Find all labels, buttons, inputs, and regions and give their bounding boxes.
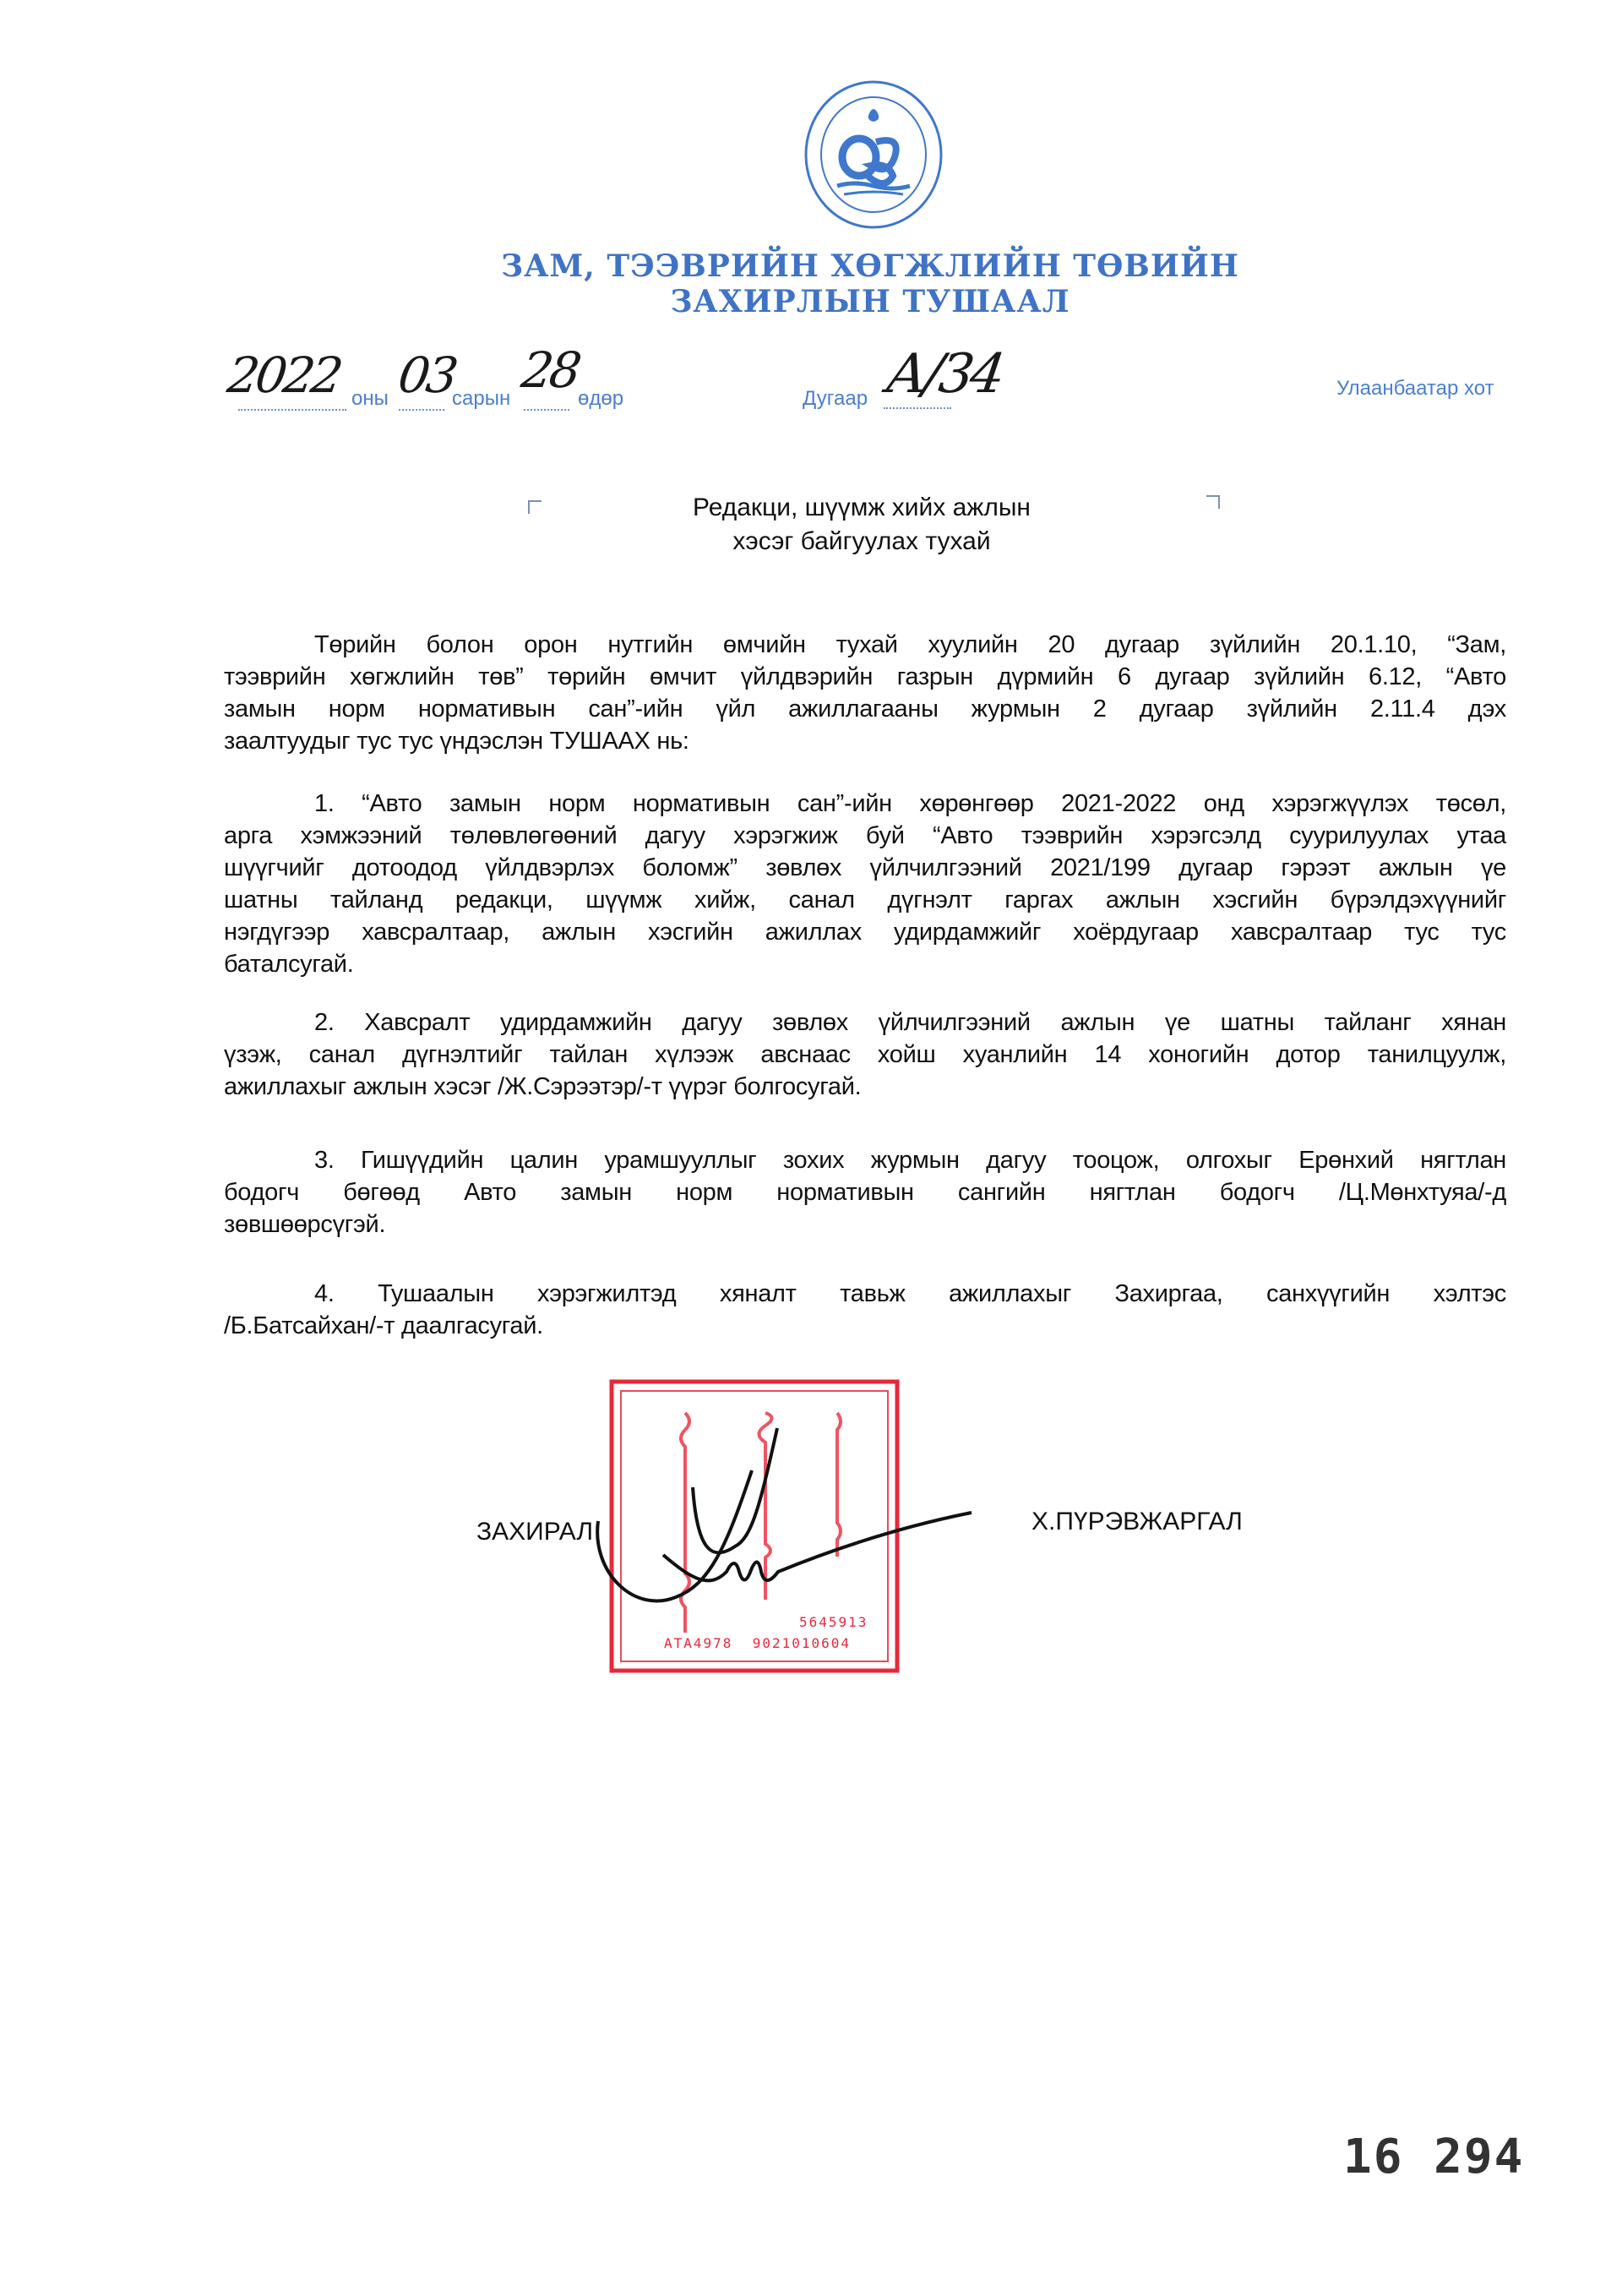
text-line: нэгдүгээр хавсралтаар, ажлын хэсгийн ажиллах удирдамжийг хоёрдугаар хавсралтаар тус тус bbox=[224, 919, 1506, 946]
handwritten-signature bbox=[583, 1420, 980, 1622]
text-line: 1. “Авто замын норм нормативын сан”-ийн хөрөнгөөр 2021-2022 онд хэрэгжүүлэх төсөл, bbox=[314, 790, 1506, 817]
text-line: арга хэмжээний төлөвлөгөөний дагуу хэрэгжиж буй “Авто тээврийн хэрэгсэлд суурилуулах утаа bbox=[224, 822, 1506, 849]
number-label: Дугаар bbox=[803, 387, 868, 410]
signatory-name: Х.ПҮРЭВЖАРГАЛ bbox=[1031, 1508, 1243, 1535]
text-line: бодогч бөгөөд Авто замын норм нормативын сангийн нягтлан бодогч /Ц.Мөнхтуяа/-д bbox=[224, 1179, 1506, 1206]
text-line: 4. Тушаалын хэрэгжилтэд хяналт тавьж ажиллахыг Захиргаа, санхүүгийн хэлтэс bbox=[314, 1280, 1506, 1307]
order-item-3 bbox=[224, 1144, 1506, 1241]
text-line: Төрийн болон орон нутгийн өмчийн тухай хуулийн 20 дугаар зүйлийн 20.1.10, “Зам, bbox=[314, 631, 1506, 658]
text-line: баталсугай. bbox=[224, 951, 354, 978]
registry-number-stamp: 16 294 bbox=[1343, 2130, 1525, 2184]
stamp-registration-number: 5645913 bbox=[799, 1614, 868, 1630]
text-line: ажиллахыг ажлын хэсэг /Ж.Сэрээтэр/-т үүрэг болгосугай. bbox=[224, 1073, 862, 1100]
order-item-4 bbox=[224, 1278, 1506, 1342]
month-label: сарын bbox=[452, 387, 511, 410]
text-line: 2. Хавсралт удирдамжийн дагуу зөвлөх үйлчилгээний ажлын үе шатны тайланг хянан bbox=[314, 1009, 1506, 1036]
signatory-position: ЗАХИРАЛ bbox=[476, 1518, 594, 1546]
text-line: тээврийн хөгжлийн төв” төрийн өмчит үйлдвэрийн газрын дүрмийн 6 дугаар зүйлийн 6.12, “Авто bbox=[224, 663, 1506, 690]
text-line: заалтуудыг тус тус үндэслэн ТУШААХ нь: bbox=[224, 728, 689, 755]
city-label: Улаанбаатар хот bbox=[1336, 377, 1494, 400]
text-line: /Б.Батсайхан/-т даалгасугай. bbox=[224, 1312, 543, 1339]
text-line: үзэж, санал дүгнэлтийг тайлан хүлээж авснаас хойш хуанлийн 14 хоногийн дотор танилцуулж, bbox=[224, 1041, 1506, 1068]
handwritten-month: 03 bbox=[395, 346, 459, 404]
handwritten-year: 2022 bbox=[224, 346, 344, 404]
organization-logo-seal bbox=[803, 79, 944, 230]
document-issuer-title: ЗАМ, ТЭЭВРИЙН ХӨГЖЛИЙН ТӨВИЙН bbox=[501, 248, 1239, 284]
text-line: замын норм нормативын сан”-ийн үйл ажиллагааны журмын 2 дугаар зүйлийн 2.11.4 дэх bbox=[224, 695, 1506, 723]
subject-line-2: хэсэг байгуулах тухай bbox=[732, 527, 991, 555]
text-line: 3. Гишүүдийн цалин урамшууллыг зохих журмын дагуу тооцож, олгохыг Ерөнхий нягтлан bbox=[314, 1147, 1506, 1174]
year-underline bbox=[238, 409, 346, 411]
subject-line-1: Редакци, шүүмж хийх ажлын bbox=[693, 494, 1031, 521]
handwritten-day: 28 bbox=[518, 341, 582, 399]
month-underline bbox=[399, 409, 444, 411]
text-line: шүүгчийг дотоодод үйлдвэрлэх боломж” зөвлөх үйлчилгээний 2021/199 дугаар гэрээт ажлын үе bbox=[224, 854, 1506, 881]
text-line: зөвшөөрсүгэй. bbox=[224, 1211, 386, 1238]
order-item-1 bbox=[224, 788, 1506, 980]
number-underline bbox=[884, 407, 951, 409]
day-label: өдөр bbox=[578, 387, 624, 410]
order-item-2 bbox=[224, 1006, 1506, 1103]
document-type-title: ЗАХИРЛЫН ТУШААЛ bbox=[670, 284, 1070, 319]
day-underline bbox=[524, 409, 569, 411]
text-line: шатны тайланд редакци, шүүмж хийж, санал дүгнэлт гаргах ажлын хэсгийн бүрэлдэхүүнийг bbox=[224, 886, 1506, 913]
handwritten-order-number: А/34 bbox=[882, 343, 1006, 406]
stamp-identifier: АТА4978 9021010604 bbox=[664, 1635, 852, 1651]
preamble-paragraph bbox=[224, 629, 1506, 757]
year-label: оны bbox=[351, 387, 389, 410]
